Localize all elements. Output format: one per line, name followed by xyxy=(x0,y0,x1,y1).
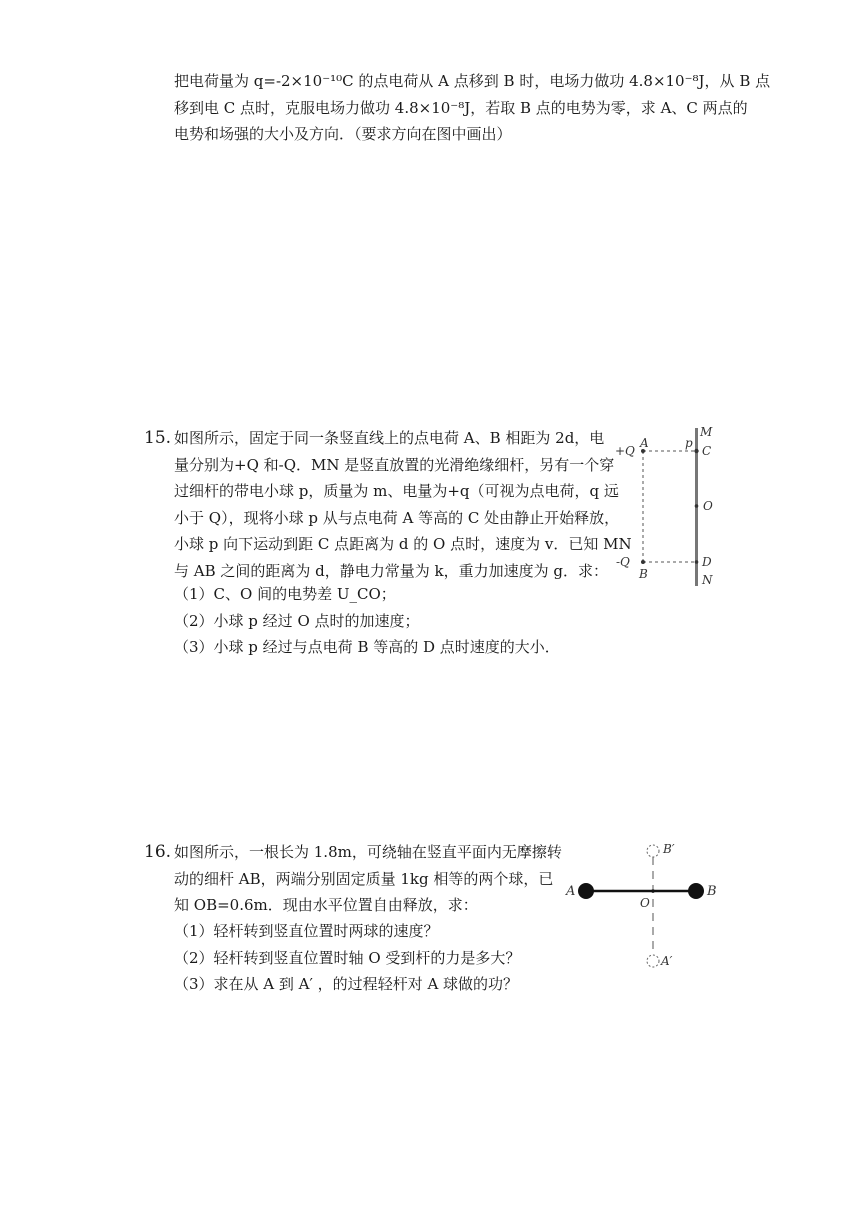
q16-figure xyxy=(560,835,720,975)
q16-sub-1: （1）轻杆转到竖直位置时两球的速度？ xyxy=(174,922,439,940)
q16-sub-2: （2）轻杆转到竖直位置时轴 O 受到杆的力是多大？ xyxy=(174,948,521,967)
q16-subquestions xyxy=(174,918,520,998)
q16-sub-3: （3）求在从 A 到 A′ ，的过程轻杆对 A 球做的功？ xyxy=(174,975,519,993)
q15-sub-2: （2）小球 p 经过 O 点时的加速度； xyxy=(174,611,420,630)
q14-line-3: 电势和场强的大小及方向．（要求方向在图中画出） xyxy=(174,125,512,143)
label-A-prime: A′ xyxy=(661,954,673,968)
q14-text xyxy=(174,68,770,148)
ball-B xyxy=(688,883,704,899)
q15-line-4: 小于 Q），现将小球 p 从与点电荷 A 等高的 C 处由静止开始释放， xyxy=(174,508,620,527)
q16-text xyxy=(174,839,562,919)
point-O-dot xyxy=(695,504,699,508)
q15-line-5: 小球 p 向下运动到距 C 点距离为 d 的 O 点时，速度为 v．已知 MN xyxy=(174,535,632,553)
label-O: O xyxy=(703,499,713,513)
q15-sub-3: （3）小球 p 经过与点电荷 B 等高的 D 点时速度的大小． xyxy=(174,638,560,656)
label-B: B xyxy=(707,884,717,899)
q15-subquestions xyxy=(174,581,560,661)
q16-line-1: 如图所示，一根长为 1.8m，可绕轴在竖直平面内无摩擦转 xyxy=(174,843,562,861)
label-B: B xyxy=(639,567,648,581)
label-p: p xyxy=(685,436,693,450)
label-M: M xyxy=(700,425,713,439)
label-B-prime: B′ xyxy=(663,842,675,856)
q15-figure xyxy=(610,418,720,590)
label-O: O xyxy=(640,896,650,910)
point-D-dot xyxy=(695,560,699,564)
pivot-O xyxy=(651,889,655,893)
ball-B-prime xyxy=(647,845,659,857)
label-A: A xyxy=(640,436,649,450)
q15-line-3: 过细杆的带电小球 p，质量为 m、电量为+q（可视为点电荷，q 远 xyxy=(174,482,619,500)
q15-line-1: 如图所示，固定于同一条竖直线上的点电荷 A、B 相距为 2d，电 xyxy=(174,429,605,447)
q15-text xyxy=(174,425,632,584)
label-A: A xyxy=(566,884,576,899)
ball-p-dot xyxy=(694,449,698,453)
q16-number: 16. xyxy=(144,842,172,862)
q16-line-2: 动的细杆 AB，两端分别固定质量 1kg 相等的两个球，已 xyxy=(174,869,554,888)
q14-line-1: 把电荷量为 q=-2×10⁻¹⁰C 的点电荷从 A 点移到 B 时，电场力做功 4.8×10⁻⁸J，从 B 点 xyxy=(174,72,771,90)
ball-A xyxy=(578,883,594,899)
q15-sub-1: （1）C、O 间的电势差 U_CO； xyxy=(174,585,396,603)
q15-line-2: 量分别为+Q 和-Q．MN 是竖直放置的光滑绝缘细杆，另有一个穿 xyxy=(174,455,615,474)
label-plus-Q: +Q xyxy=(615,444,635,458)
q16-line-3: 知 OB=0.6m．现由水平位置自由释放，求： xyxy=(174,896,478,914)
q14-line-2: 移到电 C 点时，克服电场力做功 4.8×10⁻⁸J，若取 B 点的电势为零，求 A、C 两点的 xyxy=(174,98,748,117)
label-minus-Q: -Q xyxy=(616,555,630,569)
ball-A-prime xyxy=(647,955,659,967)
charge-B-dot xyxy=(641,560,645,564)
label-C: C xyxy=(702,444,712,458)
q15-number: 15. xyxy=(144,428,172,448)
label-D: D xyxy=(702,555,712,569)
label-N: N xyxy=(702,573,713,587)
q15-line-6: 与 AB 之间的距离为 d，静电力常量为 k，重力加速度为 g．求： xyxy=(174,561,608,580)
